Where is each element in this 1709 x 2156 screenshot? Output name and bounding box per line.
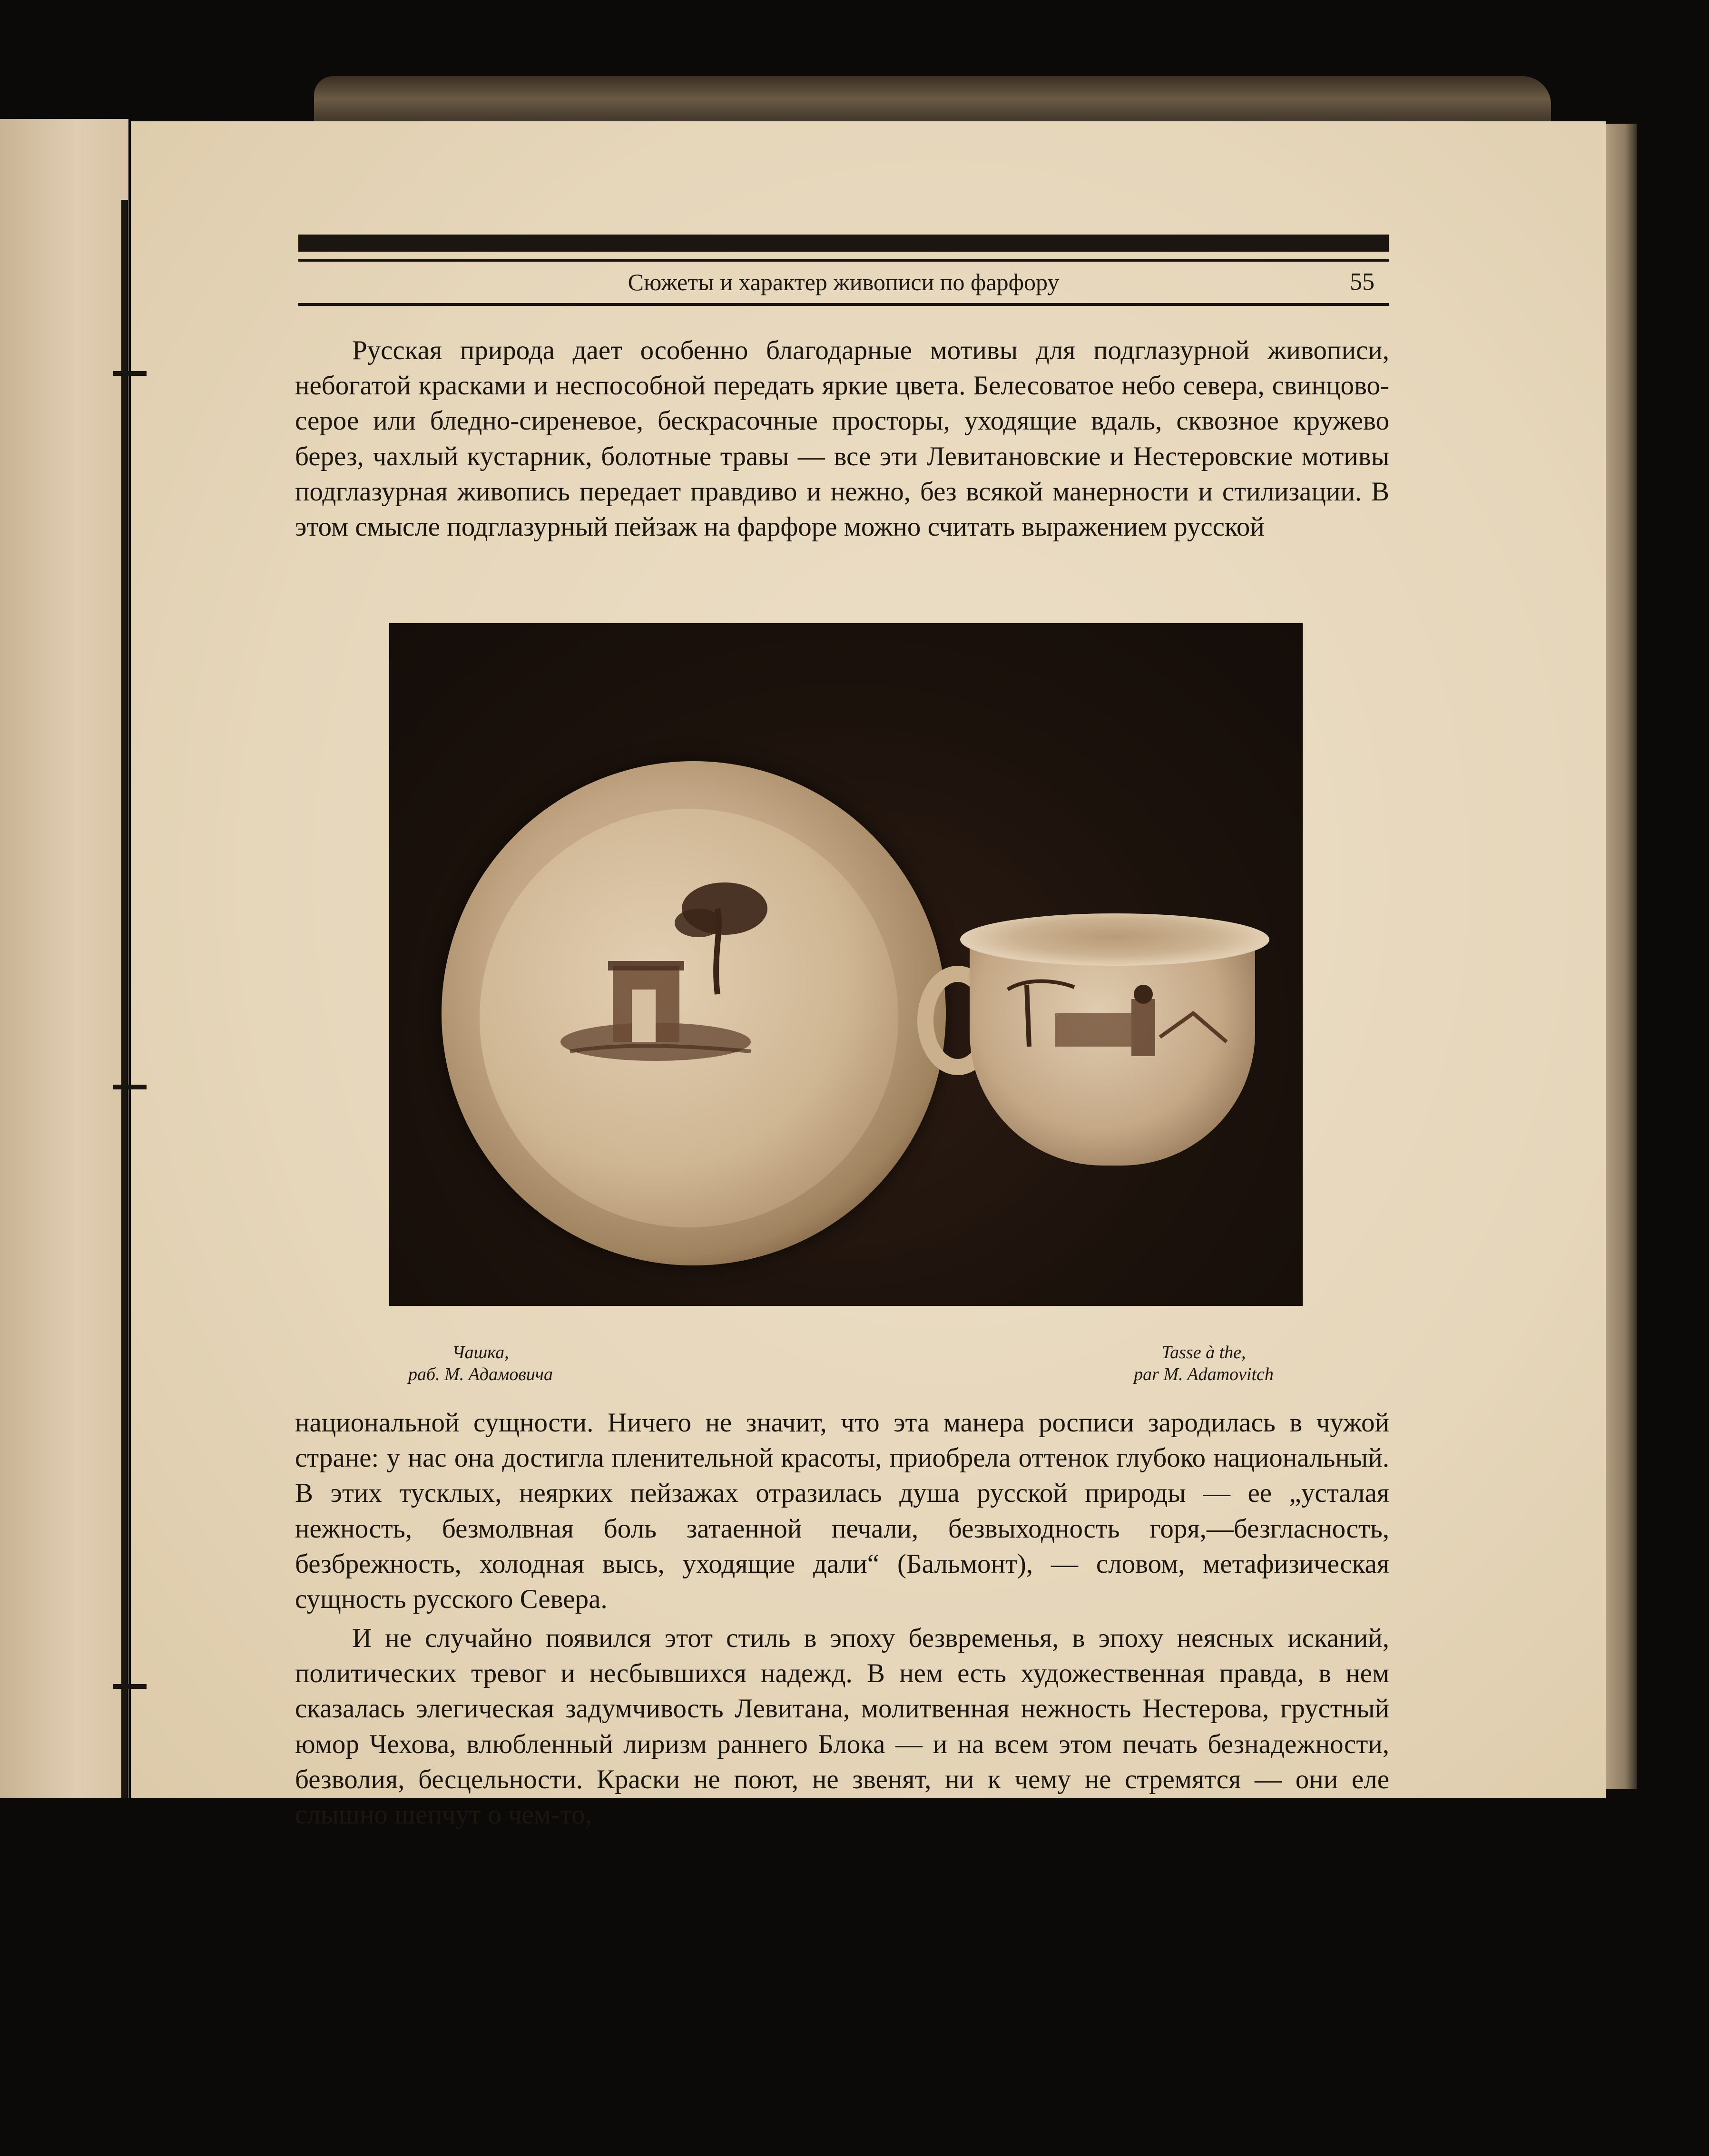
header-rule-bottom (298, 303, 1389, 306)
caption-french (1090, 1342, 1318, 1385)
running-title: Сюжеты и характер живописи по фарфору (628, 269, 1060, 295)
paragraph-2: национальной сущности. Ничего не значит, что эта манера росписи зародилась в чужой стране: у нас она достигла пленительной красоты, приобрела оттенок глубоко национальный. В этих тусклых, неярких пейзажах отразилась душа русской природы — ее „усталая нежность, безмолвная боль затаенной печали, безвыходность горя,—безгласность, безбрежность, холодная высь, уходящие дали“ (Бальмонт), — словом, метафизическая сущность русского Севера. (295, 1408, 1389, 1615)
binding-stitch (113, 1085, 147, 1089)
caption-french-line1: Tasse à the, (1161, 1343, 1246, 1362)
page-number: 55 (1350, 268, 1375, 295)
paragraph-3: И не случайно появился этот стиль в эпоху безвременья, в эпоху неясных исканий, политических тревог и несбывшихся надежд. В нем есть художественная правда, в нем сказалась элегическая задумчивость Левитана, молитвенная нежность Нестерова, грустный юмор Чехова, влюбленный лиризм раннего Блока — и на всем этом печать безнадежности, безволия, бесцельности. Краски не поют, не звенят, ни к чему не стремятся — они еле слышно шепчут о чем-то, (295, 1623, 1389, 1830)
binding-stitch (113, 371, 147, 376)
binding-stitch (113, 1684, 147, 1689)
left-page-edge (0, 119, 128, 1798)
photograph-cup-and-saucer (389, 623, 1303, 1306)
binding-stitch-line (121, 200, 128, 1798)
caption-russian-line1: Чашка, (452, 1343, 509, 1362)
header-rule-thick (298, 235, 1389, 252)
cup-landscape-painting (389, 623, 1303, 1306)
caption-french-line2: par M. Adamovitch (1134, 1364, 1274, 1384)
paragraph-1: Русская природа дает особенно благодарные мотивы для подглазурной живописи, небогатой красками и неспособной передать яркие цвета. Белесоватое небо севера, свинцово-серое или бледно-сиреневое, бескрасочные просторы, уходящие вдаль, сквозное кружево берез, чахлый кустарник, болотные травы — все эти Левитановские и Нестеровские мотивы подглазурная живопись передает правдиво и нежно, без всякой манерности и стилизации. В этом смысле подглазурный пейзаж на фарфоре можно считать выражением русской (295, 335, 1389, 542)
caption-russian-line2: раб. М. Адамовича (408, 1364, 553, 1384)
header-rule-thin (298, 259, 1389, 262)
running-head (298, 264, 1389, 300)
caption-russian (381, 1342, 580, 1385)
